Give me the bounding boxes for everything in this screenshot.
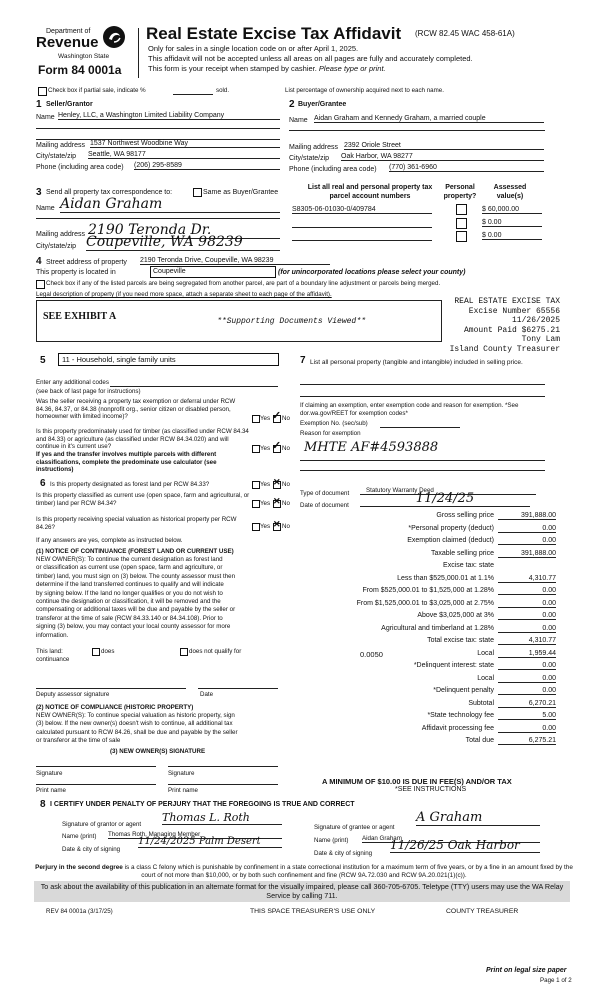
doc-type: Statutory Warranty Deed [360, 487, 536, 495]
buyer-phone: (770) 361-6960 [389, 164, 544, 172]
buyer-mailing: 2392 Oriole Street [344, 142, 544, 150]
form-number: Form 84 0001a [38, 63, 122, 77]
owner-print-line-1 [36, 784, 156, 785]
buyer-heading: Buyer/Grantee [298, 101, 347, 108]
header-note-3 [148, 64, 386, 73]
tax-row-value: 0.00 [498, 625, 556, 633]
perjury-text: is a class C felony which is punishable by confinement in a state correctional institution for a maximum term of five years, or by a fine in an amount fixed by the court of not more than $10,000, or by both such confinement and fine (RCW 9A.72.030 and RCW 9A.20.021(1)(c)). [124, 864, 573, 879]
corr-name-label: Name [36, 205, 55, 212]
grantor-signature-handwritten: Thomas L. Roth [162, 811, 282, 825]
buyer-city: Oak Harbor, WA 98277 [341, 153, 544, 161]
tax-row [300, 700, 556, 711]
q1-no-label: No [282, 415, 290, 422]
revenue-logo-icon [103, 26, 125, 48]
use-code-value: 11 - Household, single family units [62, 355, 176, 364]
q2-yes-checkbox[interactable] [252, 445, 260, 453]
tax-row-label: Less than $525,000.01 at 1.1% [397, 574, 494, 582]
exemption-reason-label: Reason for exemption [300, 430, 361, 437]
treasurer-use-label: THIS SPACE TREASURER'S USE ONLY [250, 908, 376, 915]
header-note-3-text: This form is your receipt when stamped by cashier. [148, 64, 317, 73]
doc-date-handwritten: 11/24/25 [360, 491, 530, 507]
grantee-name-label: Name (print) [314, 837, 349, 844]
additional-codes-label: Enter any additional codes [36, 379, 109, 386]
assessed-value-1: $ 60,000.00 [482, 206, 542, 214]
notice-1-line: signing (3) below, you may contact your local county assessor for more [36, 623, 231, 631]
see-back-label: (see back of last page for instructions) [36, 388, 141, 395]
segregated-checkbox[interactable] [36, 280, 45, 289]
tax-row-value: 0.00 [498, 600, 556, 608]
forest-land-question: Is this property designated as forest land per RCW 84.33? [50, 481, 210, 488]
tax-row [300, 575, 556, 586]
located-in-select[interactable] [150, 266, 276, 278]
tax-row [300, 600, 556, 611]
historic-yes-label: Yes [260, 523, 271, 530]
notice-1-line: by signing below. If the land no longer qualifies or you do not wish to [36, 589, 223, 597]
tax-row-value: 4,310.77 [498, 575, 556, 583]
this-land-label: This land: [36, 648, 63, 655]
revision: REV 84 0001a (3/17/25) [46, 908, 113, 915]
perjury-bold: Perjury in the second degree [35, 864, 123, 871]
see-instructions-note: *SEE INSTRUCTIONS [395, 786, 467, 793]
seller-mailing-label: Mailing address [36, 142, 86, 149]
personal-property-line-2 [300, 396, 545, 397]
minimum-due-note: A MINIMUM OF $10.00 IS DUE IN FEE(S) AND/OR TAX [322, 777, 512, 786]
deputy-signature-label: Deputy assessor signature [36, 691, 110, 698]
tax-row-label: Gross selling price [436, 512, 494, 519]
does-label: does [101, 648, 115, 655]
header-note-1: Only for sales in a single location code on or after April 1, 2025. [148, 44, 359, 53]
corr-name-handwritten: Aidan Graham [60, 196, 280, 213]
notice-1-line: timber) land, you must sign on (3) below. The county assessor must then [36, 572, 236, 580]
exemption-reason-line-2 [300, 470, 545, 471]
forest-no-x-icon: ✕ [273, 477, 281, 487]
corr-city-label: City/state/zip [36, 243, 77, 250]
partial-sale-label: Check box if partial sale, indicate % [48, 87, 146, 94]
q2-no-check-icon: ✓ [272, 440, 282, 452]
tax-row-label: *Delinquent interest: state [413, 662, 494, 669]
q1-yes-label: Yes [260, 415, 271, 422]
seller-city-label: City/state/zip [36, 153, 77, 160]
tax-row-value: 391,888.00 [498, 550, 556, 558]
citation: (RCW 82.45 WAC 458-61A) [415, 29, 515, 38]
parcel-column-header: List all real and personal property tax parcel account numbers [307, 184, 433, 200]
continuance-label: continuance [36, 656, 70, 663]
exemption-no-label: Exemption No. (sec/sub) [300, 420, 368, 427]
forest-yes-label: Yes [260, 481, 271, 488]
stamp-line-3: 11/26/2025 [511, 316, 560, 325]
historic-yes-checkbox[interactable] [252, 523, 260, 531]
current-use-question: Is this property classified as current use (open space, farm and agricultural, or timber) land per RCW 84.34? [36, 492, 250, 507]
seller-mailing: 1537 Northwest Woodbine Way [90, 140, 280, 148]
tax-row-value: 391,888.00 [498, 512, 556, 520]
forest-no-label: No [282, 481, 290, 488]
owner-print-line-2 [168, 784, 278, 785]
grantor-name: Thomas Roth, Managing Member [108, 831, 282, 839]
deputy-signature-line [36, 688, 186, 689]
notice-compliance-heading: (2) NOTICE OF COMPLIANCE (HISTORIC PROPERTY) [36, 704, 194, 711]
buyer-name-label: Name [289, 117, 308, 124]
section-7-number: 7 [300, 355, 306, 366]
owner-signature-label-2: Signature [168, 770, 195, 777]
notice-2-line: (3) below. If the new owner(s) doesn't wish to continue, all additional tax [36, 720, 233, 728]
tax-row-label: From $1,525,000.01 to $3,025,000 at 2.75% [356, 599, 494, 607]
grantee-date-label: Date & city of signing [314, 850, 373, 857]
owner-signature-line-1 [36, 766, 156, 767]
personal-property-checkbox-2[interactable] [456, 218, 467, 229]
if-any-yes-note: If any answers are yes, complete as instructed below. [36, 537, 183, 544]
tax-row-value: 6,275.21 [498, 737, 556, 745]
tax-row [300, 687, 556, 698]
tax-row [300, 512, 556, 523]
header [0, 0, 600, 90]
grantee-name: Aidan Graham [362, 835, 540, 843]
certify-heading: I CERTIFY UNDER PENALTY OF PERJURY THAT THE FOREGOING IS TRUE AND CORRECT [50, 801, 355, 808]
legal-paper-note: Print on legal size paper [486, 967, 567, 974]
tax-row [300, 587, 556, 598]
dept-line3: Washington State [58, 53, 110, 60]
page-number: Page 1 of 2 [540, 977, 572, 984]
tax-row-label: *Personal property (deduct) [408, 524, 494, 532]
tax-row-label: Agricultural and timberland at 1.28% [381, 624, 494, 632]
assessed-value-column-header: Assessed value(s) [493, 184, 527, 200]
doc-type-label: Type of document [300, 490, 350, 497]
stamp-line-2: Excise Number 65556 [468, 306, 560, 316]
notice-2-line: or transferor at the time of sale [36, 737, 121, 745]
notice-continuance-body [36, 556, 286, 640]
parcel-line-3 [292, 240, 432, 241]
q1-no-check-icon: ✓ [272, 410, 282, 422]
partial-sale-checkbox[interactable] [38, 87, 47, 96]
additional-codes-line [110, 386, 278, 387]
grantee-signature-label: Signature of grantee or agent [314, 824, 395, 831]
notice-1-line: transferor at the time of sale (RCW 84.33.140 or 84.34.108). Prior to [36, 614, 223, 622]
deputy-date-label: Date [200, 691, 214, 698]
local-label: Local [477, 649, 494, 657]
q2-yes-label: Yes [260, 445, 271, 452]
local-rate: 0.0050 [360, 649, 383, 659]
tax-row [300, 712, 556, 723]
street-address-label: Street address of property [46, 259, 127, 266]
q1-yes-checkbox[interactable] [252, 415, 260, 423]
seller-phone-label: Phone (including area code) [36, 164, 124, 171]
buyer-phone-label: Phone (including area code) [289, 166, 377, 173]
tax-row [300, 537, 556, 548]
stamp-line-1: REAL ESTATE EXCISE TAX [454, 297, 560, 306]
tax-row [300, 562, 556, 573]
legal-description: SEE EXHIBIT A [43, 311, 117, 322]
exemption-reason-line [300, 460, 545, 461]
tax-row-value: 5.00 [498, 712, 556, 720]
section-3-number: 3 [36, 187, 42, 198]
assessed-value-3: $ 0.00 [482, 232, 542, 240]
alternate-format-banner [34, 881, 570, 902]
notice-1-line: or classification as current use (open space, farm and agriculture, or [36, 564, 223, 572]
notice-2-line: calculated pursuant to RCW 84.26, shall be due and payable by the seller [36, 728, 238, 736]
buyer-city-label: City/state/zip [289, 155, 330, 162]
header-note-3-em: Please type or print. [318, 64, 386, 73]
buyer-mailing-label: Mailing address [289, 144, 339, 151]
section-1-number: 1 [36, 99, 42, 110]
seller-heading: Seller/Grantor [46, 101, 93, 108]
historic-question: Is this property receiving special valuation as historical property per RCW 84.26? [36, 516, 237, 531]
buyer-blank-line-1 [289, 130, 545, 131]
notice-1-line: determine if the land transferred continues to qualify and will indicate [36, 581, 224, 589]
tax-row-value: 0.00 [498, 612, 556, 620]
tax-row-label: Subtotal [468, 699, 494, 707]
supporting-documents: **Supporting Documents Viewed** [217, 317, 366, 326]
located-in-note: (for unincorporated locations please select your county) [278, 269, 466, 276]
deputy-date-line [198, 688, 278, 689]
same-as-buyer-label: Same as Buyer/Grantee [203, 189, 279, 196]
tax-row-value: 6,270.21 [498, 700, 556, 708]
tax-row [300, 662, 556, 673]
tax-row-label: Taxable selling price [430, 549, 494, 557]
tax-row-value: 4,310.77 [498, 637, 556, 645]
tax-row [300, 675, 556, 686]
seller-city: Seattle, WA 98177 [88, 151, 280, 159]
tax-row-label: From $525,000.01 to $1,525,000 at 1.28% [362, 587, 494, 594]
personal-property-checkbox-3[interactable] [456, 231, 467, 242]
tax-row [300, 737, 556, 748]
exemption-reason-handwritten: MHTE AF#4593888 [304, 440, 439, 455]
does-not-checkbox[interactable] [180, 648, 188, 656]
notice-1-line: continue the designation or classification, it will be removed and the [36, 598, 221, 606]
owner-print-label-2: Print name [168, 787, 198, 794]
owner-signature-label-1: Signature [36, 770, 63, 777]
historic-no-x-icon: ✕ [273, 519, 281, 529]
section-8-number: 8 [40, 799, 46, 810]
seller-phone: (206) 295-8589 [134, 162, 280, 170]
corr-city-handwritten: Coupeville, WA 98239 [86, 234, 280, 251]
stamp-line-6: Island County Treasurer [449, 344, 560, 354]
current-use-no-label: No [282, 500, 290, 507]
section-5-number: 5 [40, 355, 46, 366]
tax-row-label: Above $3,025,000 at 3% [417, 612, 494, 619]
county-treasurer-label: COUNTY TREASURER [446, 908, 519, 915]
local-tax-row [300, 650, 556, 661]
historic-no-label: No [282, 523, 290, 530]
tax-row [300, 550, 556, 561]
grantee-date-handwritten: 11/26/25 Oak Harbor [390, 838, 540, 853]
tax-row-value: 0.00 [498, 662, 556, 670]
personal-property-column-header: Personal property? [443, 184, 477, 200]
segregated-label: Check box if any of the listed parcels are being segregated from another parcel, are part of a boundary line adjustment or parcels being merged. [46, 280, 441, 287]
tax-row [300, 637, 556, 648]
dept-line1: Department of [46, 28, 91, 35]
treasurer-stamp [440, 297, 560, 354]
does-checkbox[interactable] [92, 648, 100, 656]
tax-row [300, 725, 556, 736]
assessed-value-2: $ 0.00 [482, 219, 542, 227]
perjury-notice [30, 864, 578, 879]
tax-row-label: Total excise tax: state [427, 637, 494, 644]
send-correspondence-label: Send all property tax correspondence to: [46, 189, 173, 196]
parcel-line-2 [292, 227, 432, 228]
tax-row-value: 0.00 [498, 687, 556, 695]
tax-row-value: 0.00 [498, 525, 556, 533]
corr-mailing-label: Mailing address [36, 231, 86, 238]
use-code-select[interactable] [58, 353, 279, 366]
partial-pct-line [173, 94, 213, 95]
header-divider [138, 28, 139, 78]
q2-no-label: No [282, 445, 290, 452]
tax-row-value: 0.00 [498, 725, 556, 733]
section-4-number: 4 [36, 256, 42, 267]
local-value: 1,959.44 [498, 650, 556, 658]
buyer-name: Aidan Graham and Kennedy Graham, a married couple [314, 115, 544, 123]
tax-row [300, 625, 556, 636]
legal-description-box [36, 300, 442, 342]
personal-property-checkbox-1[interactable] [456, 204, 467, 215]
notice-compliance-body [36, 712, 286, 746]
exemption-no-line [380, 427, 460, 428]
tax-row-label: Exemption claimed (deduct) [407, 537, 494, 544]
forest-yes-checkbox[interactable] [252, 481, 260, 489]
tax-row-label: Total due [465, 737, 494, 744]
street-address: 2190 Teronda Drive, Coupeville, WA 98239 [140, 257, 330, 265]
tax-row-label: *State technology fee [427, 712, 494, 719]
dept-line2: Revenue [36, 34, 99, 51]
current-use-yes-label: Yes [260, 500, 271, 507]
timber-question: Is this property predominately used for timber (as classified under RCW 84.34 and 84.33) or agriculture (as classified under RCW 84.34.020) and will continue in it's current use? [36, 428, 249, 450]
page-title: Real Estate Excise Tax Affidavit [146, 24, 402, 43]
doc-date-label: Date of document [300, 502, 349, 509]
partial-sold-label: sold. [216, 87, 230, 94]
stamp-line-4: Amount Paid $6275.21 [463, 325, 560, 335]
tax-row-label: Local [477, 674, 494, 682]
notice-continuance-heading: (1) NOTICE OF CONTINUANCE (FOREST LAND OR CURRENT USE) [36, 548, 234, 555]
grantor-name-label: Name (print) [62, 833, 97, 840]
timber-question-note: If yes and the transfer involves multiple parcels with different classifications, complete the predominate use calculator (see instructions) [36, 451, 217, 473]
does-not-label: does not qualify for [189, 648, 242, 655]
current-use-no-x-icon: ✕ [273, 496, 281, 506]
tax-row-value: 0.00 [498, 537, 556, 545]
tax-row [300, 612, 556, 623]
grantor-date-handwritten: 11/24/2025 Palm Desert [138, 836, 282, 848]
grantee-signature-handwritten: A Graham [416, 810, 540, 826]
located-in-label: This property is located in [36, 269, 116, 276]
grantor-date-label: Date & city of signing [62, 846, 121, 853]
seller-name-label: Name [36, 114, 55, 121]
tax-row-value: 0.00 [498, 587, 556, 595]
corr-blank-line [36, 218, 280, 219]
notice-1-line: NEW OWNER(S): To continue the current designation as forest land [36, 556, 223, 563]
owner-print-label-1: Print name [36, 787, 66, 794]
section-6-number: 6 [40, 478, 46, 489]
parcel-number-1: S8305-06-01030-0/409784 [292, 206, 432, 214]
exemption-claim-note: If claiming an exemption, enter exemption code and reason for exemption. *See dor.wa.gov/REET for exemption codes* [300, 402, 519, 417]
tax-row [300, 525, 556, 536]
exemption-question: Was the seller receiving a property tax exemption or deferral under RCW 84.36, 84.37, or 84.38 (nonprofit org., senior citizen or disabled person, homeowner with limited income)? [36, 398, 236, 420]
personal-property-heading: List all personal property (tangible and intangible) included in selling price. [310, 359, 523, 366]
grantor-signature-label: Signature of grantor or agent [62, 821, 142, 828]
tax-row-value: 0.00 [498, 675, 556, 683]
header-note-2: This affidavit will not be accepted unless all areas on all pages are fully and accurately completed. [148, 54, 473, 63]
legal-description-label: Legal description of property (if you need more space, attach a separate sheet to each page of the affidavit). [36, 291, 332, 298]
personal-property-line-1 [300, 384, 545, 385]
owner-signature-line-2 [168, 766, 278, 767]
notice-2-line: NEW OWNER(S): To continue special valuation as historic property, sign [36, 712, 235, 719]
tax-row-label: Affidavit processing fee [421, 724, 494, 732]
new-owner-signature-heading: (3) NEW OWNER(S) SIGNATURE [110, 748, 206, 755]
seller-name: Henley, LLC, a Washington Limited Liability Company [58, 112, 280, 120]
current-use-yes-checkbox[interactable] [252, 500, 260, 508]
seller-blank-line-1 [36, 128, 280, 129]
ownership-pct-note: List percentage of ownership acquired next to each name. [285, 87, 444, 94]
notice-1-line: information. [36, 631, 69, 639]
notice-1-line: compensating or additional taxes will be due and payable by the seller or [36, 606, 236, 614]
tax-row-label: Excise tax: state [443, 562, 494, 569]
stamp-line-5: Tony Lam [521, 335, 560, 344]
alternate-format-text: To ask about the availability of this publication in an alternate format for the visually impaired, please call 360-705-6705. Teletype (TTY) users may use the WA Relay Service by calling 711. [40, 882, 564, 900]
tax-row-label: *Delinquent penalty [433, 687, 494, 694]
corr-mailing-handwritten: 2190 Teronda Dr. [88, 222, 280, 239]
section-2-number: 2 [289, 99, 295, 110]
located-in-value: Coupeville [153, 268, 186, 275]
